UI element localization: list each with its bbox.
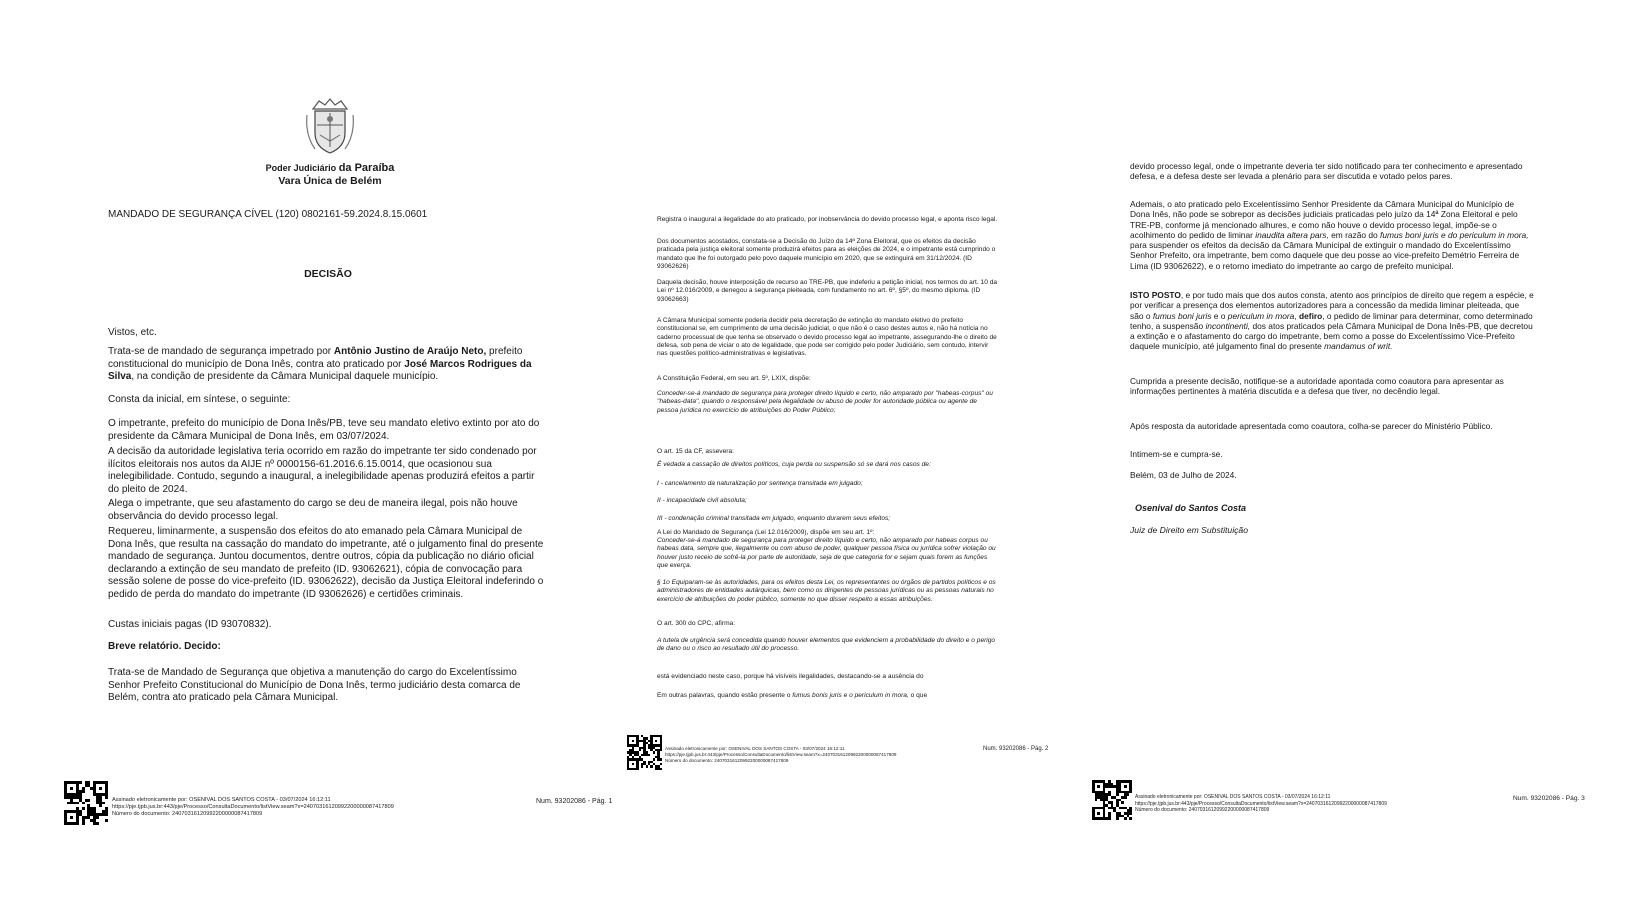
court-name: Poder Judiciário da Paraíba [265,162,395,174]
authority-name: José Marcos Rodrigues da Silva [108,358,532,382]
signature-footer: Assinado eletronicamente por: OSENIVAL DOS SANTOS COSTA - 03/07/2024 16:12:11 https://pje.tjpb.jus.br:443/pje/Processo/ConsultaDocumento/listView.seam?x=24070316120992200000087417809 Número do documento: 24070316120992200000087417809 [1135,794,1387,813]
paragraph-custas: Custas iniciais pagas (ID 93070832). [108,619,272,630]
page-number: Num. 93202086 - Pág. 1 [536,798,613,805]
page-number: Num. 93202086 - Pág. 2 [983,746,1049,752]
page-number: Num. 93202086 - Pág. 3 [1513,795,1585,802]
court-division: Vara Única de Belém [278,175,382,187]
paragraph-breve: Breve relatório. Decido: [108,641,221,652]
p2-paragraph-3: Daquela decisão, houve interposição de recurso ao TRE-PB, que indeferiu a petição inicial, nos termos do art. 10 da Lei nº 12.016/2009, e denegou a segurança pleiteada, com fundamento no art. 6º, §5º, do mesmo diploma. (ID 93062663) [657,279,998,303]
paragraph-5: Trata-se de Mandado de Segurança que objetiva a manutenção do cargo do Excelentíssimo Senhor Prefeito Constitucional do Município de Dona Inês, termo judiciário desta comarca de Belém, contra ato praticado pela Câmara Municipal. [108,667,521,703]
signer-role: Juiz de Direito em Substituição [1130,525,1248,535]
p2-paragraph-5: A Constituição Federal, em seu art. 5º, LXIX, dispõe: [657,375,811,382]
p2-paragraph-9: está evidenciado neste caso, porque há visíveis ilegalidades, destacando-se a ausência do [657,673,924,680]
p3-paragraph-3: ISTO POSTO, e por tudo mais que dos autos consta, atento aos princípios de direito que regem a espécie, e por verificar a presença dos elementos autorizadores para a concessão da medida liminar pleiteada, que são o fumus boni juris e o periculum in mora, defiro, o pedido de liminar para determinar, como determinado tenho, a suspensão incontinenti, dos atos praticados pela Câmara Municipal de Dona Inês-PB, que decretou a extinção e o afastamento do cargo do impetrante, bem como a posse do Excelentíssimo Vice-Prefeito daquele município, até julgamento final do presente mandamus of writ. [1130,290,1534,352]
p2-quote-1: Conceder-se-á mandado de segurança para proteger direito líquido e certo, não amparado por "habeas-corpus" ou "habeas-data", quando o responsável pela ilegalidade ou abuso de poder for autoridade pública ou agente de pessoa jurídica no exercício de atribuições do Poder Público; [657,390,993,414]
p2-quote-7: § 1o Equiparam-se às autoridades, para os efeitos desta Lei, os representantes ou órgãos de partidos políticos e os administradores de entidades autárquicas, bem como os dirigentes de pessoas jurídicas ou as pessoas naturais no exercício de atribuições do poder público, somente no que disser respeito a essas atribuições. [657,579,996,603]
paragraph-4: Requereu, liminarmente, a suspensão dos efeitos do ato emanado pela Câmara Municipal de Dona Inês, que resulta na cassação do mandato do impetrante, até o julgamento final do presente mandado de segurança. Juntou documentos, dentre outros, cópia da publicação no diário oficial declarando a extinção de seu mandato de prefeito (ID. 93062621), cópia de convocação para sessão solene de posse do vice-prefeito (ID. 93062622), decisão da Justiça Eleitoral indeferindo o pedido de perda do mandato do impetrante (ID 93062626) e certidões criminais. [108,526,544,600]
qr-code [627,735,662,770]
p2-quote-4: II - incapacidade civil absoluta; [657,497,747,504]
document-page-1 [0,0,650,924]
p2-paragraph-6: O art. 15 da CF, assevera: [657,448,734,455]
p2-quote-5: III - condenação criminal transitada em julgado, enquanto durarem seus efeitos; [657,515,891,522]
document-page-3 [1080,0,1640,924]
paragraph-1: O impetrante, prefeito do município de Dona Inês/PB, teve seu mandato eletivo extinto por ato do presidente da Câmara Municipal de Dona Inês, em 03/07/2024. [108,418,540,442]
p2-paragraph-8: O art. 300 do CPC, afirma: [657,620,736,627]
paragraph-intro: Trata-se de mandado de segurança impetrado por Antônio Justino de Araújo Neto, prefeito constitucional do município de Dona Inês, contra ato praticado por José Marcos Rodrigues da Silva, na condição de presidente da Câmara Municipal daquele município. [108,346,532,382]
paragraph-vistos: Vistos, etc. [108,327,157,338]
signer-name: Osenival do Santos Costa [1135,503,1247,513]
process-number: MANDADO DE SEGURANÇA CÍVEL (120) 0802161-59.2024.8.15.0601 [108,209,428,220]
p2-paragraph-2: Dos documentos acostados, constata-se a Decisão do Juízo da 14ª Zona Eleitoral, que os efeitos da decisão praticada pela justiça eleitoral somente produzirá efeitos para as eleições de 2024, e o impetrante está cumprindo o mandato que lhe foi outorgado pelo povo daquele município em 2020, que se extinguirá em 31/12/2024. (ID 93062626) [657,238,996,270]
coat-of-arms-emblem [305,95,355,157]
qr-code [1092,780,1132,820]
p2-quote-6: Conceder-se-á mandado de segurança para proteger direito líquido e certo, não amparado por habeas corpus ou habeas data, sempre que, ilegalmente ou com abuso de poder, qualquer pessoa física ou jurídica sofrer violação ou houver justo receio de sofrê-la por parte de autoridade, seja de que categoria for e sejam quais forem as funções que exerça. [657,537,996,569]
p3-paragraph-4: Cumprida a presente decisão, notifique-se a autoridade apontada como coautora para apresentar as informações pertinentes à matéria discutida e a defesa que tiver, no decêndio legal. [1130,376,1504,397]
p2-quote-8: A tutela de urgência será concedida quando houver elementos que evidenciem a probabilidade do direito e o perigo de dano ou o risco ao resultado útil do processo. [657,637,996,653]
p3-paragraph-5: Após resposta da autoridade apresentada como coautora, colha-se parecer do Ministério Público. [1130,421,1493,431]
paragraph-3: Alega o impetrante, que seu afastamento do cargo se deu de maneira ilegal, pois não houve observância do devido processo legal. [108,498,518,522]
decision-title: DECISÃO [304,268,352,280]
impetrante-name: Antônio Justino de Araújo Neto, [333,346,487,357]
p3-paragraph-7: Belém, 03 de Julho de 2024. [1130,470,1237,480]
signature-footer: Assinado eletronicamente por: OSENIVAL DOS SANTOS COSTA - 03/07/2024 16:12:11 https://pje.tjpb.jus.br:443/pje/Processo/ConsultaDocumento/listView.seam?x=24070316120992200000087417809 Número do documento: 24070316120992200000087417809 [665,746,897,763]
p3-paragraph-1: devido processo legal, onde o impetrante deveria ter sido notificado para ter conhecimento e apresentado defesa, e a defesa deste ser levada a plenário para ser discutida e votado pelos pares. [1130,161,1523,182]
p2-paragraph-10: Em outras palavras, quando estão presente o fumus bonis juris e o periculum in mora, o que [657,692,928,699]
p2-paragraph-4: A Câmara Municipal somente poderia decidir pela decretação de extinção do mandato eletivo do prefeito constitucional se, em cumprimento de uma decisão judicial, o que não é o caso destes autos e, não há notícia no caderno processual de que tenha se observado o devido processo legal ao impetrante, assegurando-lhe o direito de defesa, sob pena de viciar o ato de legalidade, que pode ser corrigido pelo poder Judiciário, sem contudo, intervir nas questões político-administrativas e legislativas. [657,317,997,358]
p3-paragraph-6: Intimem-se e cumpra-se. [1130,449,1223,459]
qr-code [64,781,108,825]
paragraph-consta: Consta da inicial, em síntese, o seguinte: [108,394,291,405]
paragraph-2: A decisão da autoridade legislativa teria ocorrido em razão do impetrante ter sido condenado por ilícitos eleitorais nos autos da AIJE nº 0000156-61.2016.6.15.0014, que ocasionou sua inelegibilidade. Contudo, segundo a inaugural, a inelegibilidade apenas produzirá efeitos a partir do pleito de 2024. [108,446,537,495]
p3-paragraph-2: Ademais, o ato praticado pelo Excelentíssimo Senhor Presidente da Câmara Municipal do Município de Dona Inês, não pode se sobrepor as decisões judiciais praticadas pelo juízo da 14ª Zona Eleitoral e pelo TRE-PB, conforme já mencionado alhures, e como não houve o devido processo legal, impõe-se o acolhimento do pedido de liminar inaudita altera pars, em razão do fumus boni juris e do periculum in mora, para suspender os efeitos da decisão da Câmara Municipal de extinguir o mandado do Excelentíssimo Senhor Prefeito, ora impetrante, bem como daquele que deu posse ao vice-prefeito Demétrio Ferreira de Lima (ID 93062622), e o retorno imediato do impetrante ao cargo de prefeito municipal. [1130,199,1529,271]
p2-paragraph-7: A Lei do Mandado de Segurança (Lei 12.016/2009), dispõe em seu art. 1º: [657,529,875,536]
p2-quote-3: I - cancelamento da naturalização por sentença transitada em julgado; [657,480,863,487]
signature-footer: Assinado eletronicamente por: OSENIVAL DOS SANTOS COSTA - 03/07/2024 16:12:11 https://pje.tjpb.jus.br:443/pje/Processo/ConsultaDocumento/listView.seam?x=24070316120992200000087417809 Número do documento: 24070316120992200000087417809 [112,797,394,817]
p2-paragraph-1: Registra o inaugural a ilegalidade do ato praticado, por inobservância do devido processo legal, e aponta risco legal. [657,216,998,223]
p2-quote-2: É vedada a cassação de direitos políticos, cuja perda ou suspensão só se dará nos casos de: [657,461,931,468]
